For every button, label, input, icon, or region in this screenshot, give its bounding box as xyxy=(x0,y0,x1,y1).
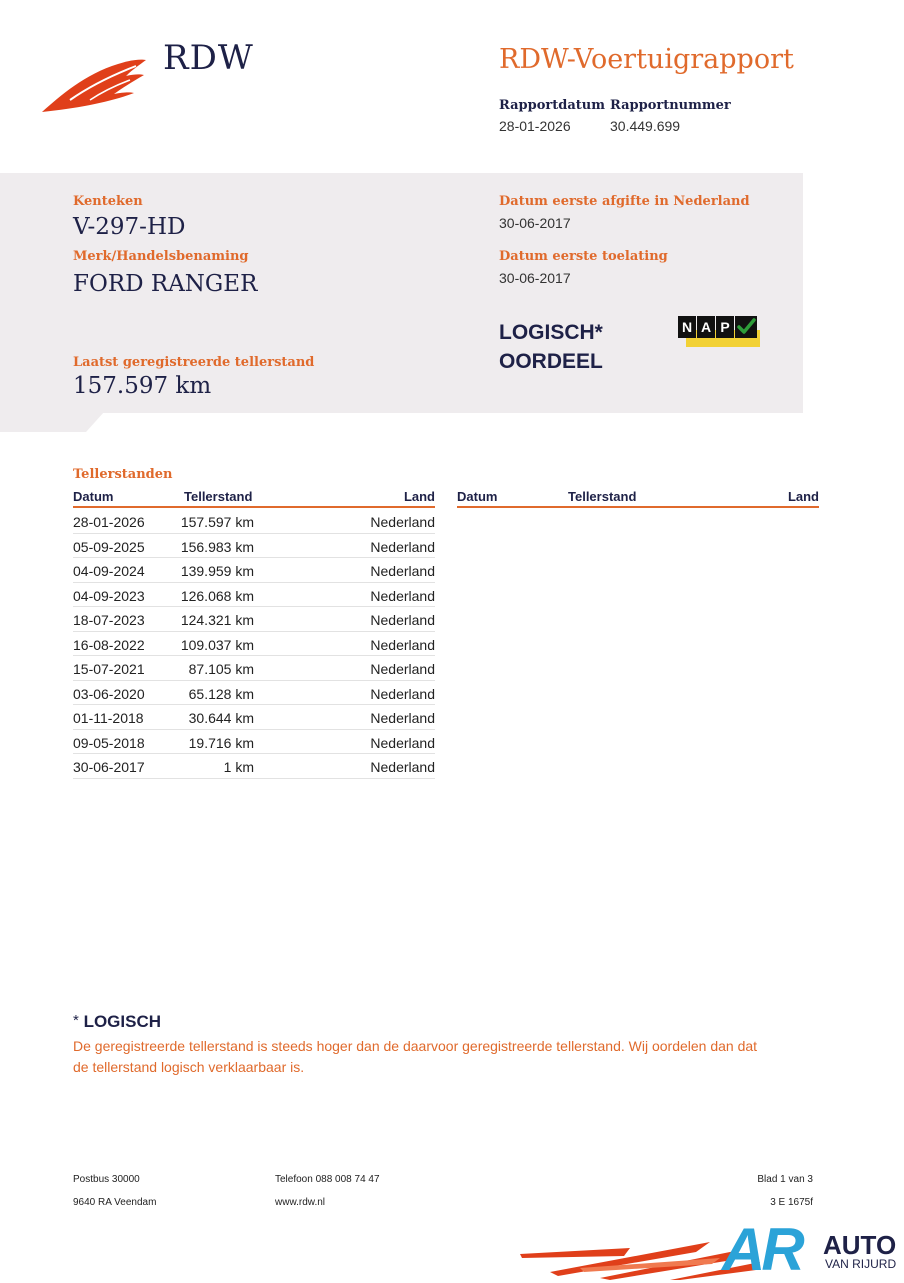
row-country: Nederland xyxy=(370,587,435,604)
report-number-label: Rapportnummer xyxy=(610,98,731,113)
col-country-2: Land xyxy=(787,489,819,504)
make-label: Merk/Handelsbenaming xyxy=(73,249,249,264)
watermark-word2: VAN RIJURD xyxy=(825,1257,897,1271)
plate-label: Kenteken xyxy=(73,194,143,209)
row-date: 16-08-2022 xyxy=(73,636,145,653)
row-km: 19.716 km xyxy=(188,734,254,751)
readings-header-left xyxy=(73,489,435,508)
col-country: Land xyxy=(403,489,435,504)
table-row xyxy=(73,681,435,706)
table-row xyxy=(73,705,435,730)
footnote-title-text: LOGISCH xyxy=(83,1012,162,1031)
table-row xyxy=(73,754,435,779)
watermark-letters: AR xyxy=(722,1216,801,1283)
row-country: Nederland xyxy=(370,710,435,726)
first-nl-label: Datum eerste afgifte in Nederland xyxy=(499,194,750,209)
footer-address1: Postbus 30000 xyxy=(73,1174,140,1185)
row-country: Nederland xyxy=(370,563,435,579)
footnote-star: * xyxy=(73,1012,79,1029)
footer-address2: 9640 RA Veendam xyxy=(73,1197,157,1208)
panel-tail xyxy=(0,412,110,432)
report-date-label: Rapportdatum xyxy=(499,98,605,113)
readings-header-right xyxy=(457,489,819,508)
first-nl-value: 30-06-2017 xyxy=(499,215,571,231)
readings-title: Tellerstanden xyxy=(73,467,173,482)
table-row xyxy=(73,730,435,755)
plate-value: V-297-HD xyxy=(73,214,186,240)
row-date: 18-07-2023 xyxy=(73,612,145,628)
footer-code: 3 E 1675f xyxy=(770,1197,813,1208)
table-row xyxy=(73,583,435,608)
nap-letter-n: N xyxy=(678,316,696,338)
row-country: Nederland xyxy=(370,759,435,775)
odometer-label: Laatst geregistreerde tellerstand xyxy=(73,355,315,370)
brand-name: RDW xyxy=(163,38,254,78)
footer-web[interactable]: www.rdw.nl xyxy=(275,1197,326,1208)
row-km: 126.068 km xyxy=(180,587,254,604)
row-country: Nederland xyxy=(370,538,435,555)
table-row xyxy=(73,558,435,583)
row-date: 04-09-2024 xyxy=(73,563,145,579)
row-km: 124.321 km xyxy=(180,612,254,628)
nap-letter-p: P xyxy=(716,316,734,338)
row-date: 28-01-2026 xyxy=(73,514,145,530)
row-country: Nederland xyxy=(370,661,435,677)
table-row xyxy=(73,632,435,657)
nap-letter-a: A xyxy=(697,316,715,338)
report-date: 28-01-2026 xyxy=(499,118,571,134)
readings-rows xyxy=(73,509,435,779)
footnote-title xyxy=(73,1012,161,1032)
verdict-line2: OORDEEL xyxy=(499,350,603,373)
nap-badge xyxy=(678,316,760,347)
row-km: 1 km xyxy=(223,759,254,775)
row-km: 139.959 km xyxy=(180,563,254,579)
watermark-word1: AUTO xyxy=(823,1230,897,1260)
row-country: Nederland xyxy=(370,514,435,530)
row-date: 01-11-2018 xyxy=(73,710,144,726)
rdw-logo-icon xyxy=(40,56,150,116)
row-country: Nederland xyxy=(370,734,435,751)
footer-page: Blad 1 van 3 xyxy=(757,1174,813,1185)
row-km: 157.597 km xyxy=(180,514,254,530)
verdict xyxy=(499,318,603,376)
first-admission-value: 30-06-2017 xyxy=(499,270,571,286)
report-title: RDW-Voertuigrapport xyxy=(499,44,794,75)
col-date-2: Datum xyxy=(457,489,498,504)
col-km-2: Tellerstand xyxy=(568,489,637,504)
table-row xyxy=(73,607,435,632)
check-icon xyxy=(735,316,757,338)
footer-phone: Telefoon 088 008 74 47 xyxy=(275,1174,380,1185)
row-km: 65.128 km xyxy=(188,685,254,702)
table-row xyxy=(73,656,435,681)
row-date: 09-05-2018 xyxy=(73,734,145,751)
table-row xyxy=(73,509,435,534)
row-date: 15-07-2021 xyxy=(73,661,145,677)
first-admission-label: Datum eerste toelating xyxy=(499,249,668,264)
row-country: Nederland xyxy=(370,685,435,702)
report-number: 30.449.699 xyxy=(610,118,681,134)
row-date: 05-09-2025 xyxy=(73,538,145,555)
row-date: 03-06-2020 xyxy=(73,685,145,702)
col-km: Tellerstand xyxy=(184,489,253,504)
footnote-text: De geregistreerde tellerstand is steeds hoger dan de daarvoor geregistreerde tellerstand. Wij oordelen dan dat de tellerstand logisch verklaarbaar is. xyxy=(73,1038,758,1075)
table-row xyxy=(73,534,435,559)
verdict-line1: LOGISCH* xyxy=(499,321,603,344)
row-date: 30-06-2017 xyxy=(73,759,145,775)
row-km: 109.037 km xyxy=(180,636,254,653)
row-km: 30.644 km xyxy=(188,710,254,726)
row-country: Nederland xyxy=(370,636,435,653)
row-country: Nederland xyxy=(370,612,435,628)
row-date: 04-09-2023 xyxy=(73,587,145,604)
make-value: FORD RANGER xyxy=(73,271,258,297)
row-km: 87.105 km xyxy=(188,661,254,677)
col-date: Datum xyxy=(73,489,114,504)
odometer-value: 157.597 km xyxy=(73,373,212,399)
row-km: 156.983 km xyxy=(180,538,254,555)
